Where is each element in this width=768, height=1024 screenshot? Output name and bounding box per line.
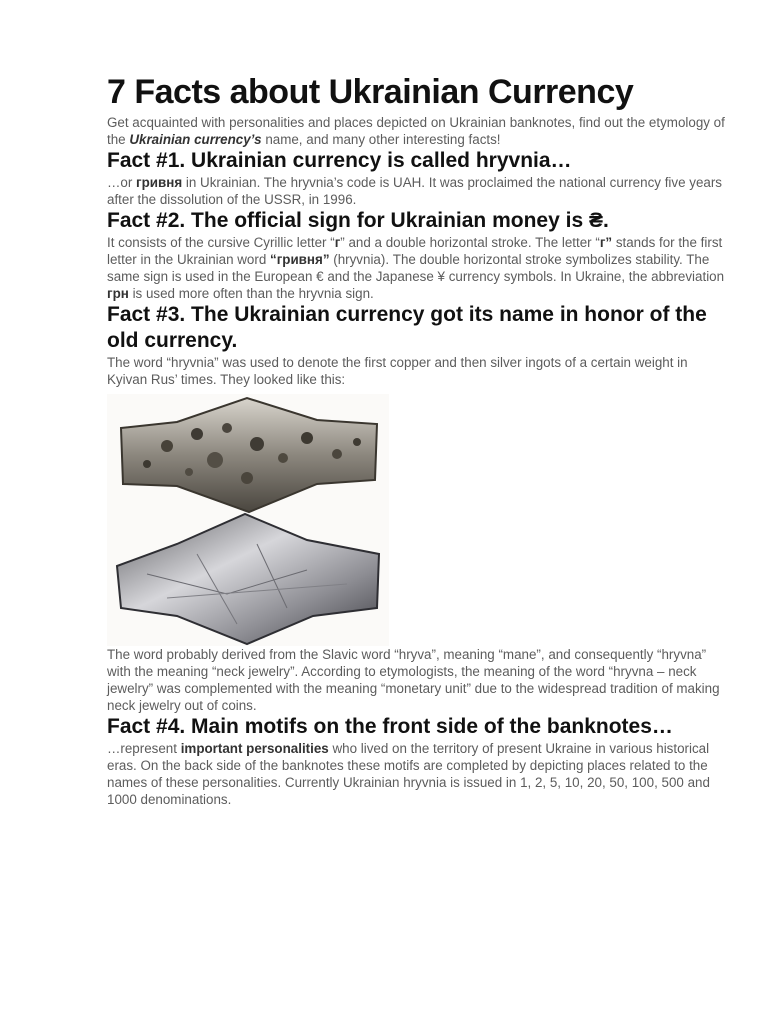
- fact-4-text-2: who lived on the territory of present Ukraine in various historical eras. On the back side of the banknotes these motifs are completed by depicting places related to the names of these personalities. Currently Ukrainian hryvnia is issued in 1, 2, 5, 10, 20, 50, 100, 500 and 1000 denominations.: [107, 741, 710, 807]
- fact-4-paragraph: [107, 740, 727, 808]
- fact-4-bold-phrase: important personalities: [180, 741, 329, 756]
- fact-2-text-5: is used more often than the hryvnia sign.: [128, 286, 374, 301]
- intro-paragraph: [107, 114, 727, 148]
- fact-2-text-4: (hryvnia). The double horizontal stroke symbolizes stability. The same sign is used in the European € and the Japanese ¥ currency symbols. In Ukraine, the abbreviation: [107, 252, 725, 284]
- intro-emphasis: Ukrainian currency’s: [129, 132, 262, 147]
- fact-1-paragraph: [107, 174, 727, 208]
- fact-2-bold-2: г”: [599, 235, 613, 250]
- fact-1-bold-word: гривня: [136, 175, 183, 190]
- article: [107, 70, 727, 808]
- fact-2-heading: Fact #2. The official sign for Ukrainian money is ₴.: [107, 209, 609, 232]
- fact-1-text-2: in Ukrainian. The hryvnia’s code is UAH. It was proclaimed the national currency five years after the dissolution of the USSR, in 1996.: [107, 175, 722, 207]
- fact-3-paragraph-1: The word “hryvnia” was used to denote the first copper and then silver ingots of a certain weight in Kyivan Rus’ times. They looked like this:: [107, 355, 688, 387]
- fact-1-text-1: …or: [107, 175, 137, 190]
- intro-text-1: Get acquainted with personalities and places depicted on Ukrainian banknotes, find out the etymology of the: [107, 115, 725, 147]
- fact-4-heading: Fact #4. Main motifs on the front side of the banknotes…: [107, 715, 673, 738]
- fact-2-text-1: It consists of the cursive Cyrillic letter “: [107, 235, 335, 250]
- fact-2-text-3: stands for the first letter in the Ukrainian word: [107, 235, 723, 267]
- fact-3-paragraph-2: The word probably derived from the Slavic word “hryva”, meaning “mane”, and consequently “hryvna” with the meaning “neck jewelry”. According to etymologists, the meaning of the word “hryvna – neck jewelry” was complemented with the meaning “monetary unit” due to the widespread tradition of making neck jewelry out of coins.: [107, 647, 720, 713]
- fact-3-heading: Fact #3. The Ukrainian currency got its name in honor of the old currency.: [107, 303, 707, 352]
- fact-2-text-2: ” and a double horizontal stroke. The letter “: [340, 235, 600, 250]
- fact-2-bold-4: грн: [107, 286, 129, 301]
- fact-4-text-1: …represent: [107, 741, 181, 756]
- fact-2-bold-1: г: [334, 235, 341, 250]
- fact-1-heading: Fact #1. Ukrainian currency is called hryvnia…: [107, 149, 572, 172]
- hryvnia-ingots-image: [107, 394, 389, 646]
- page-title: 7 Facts about Ukrainian Currency: [107, 73, 634, 111]
- ingot-illustration: [107, 394, 389, 646]
- intro-text-2: name, and many other interesting facts!: [261, 132, 501, 147]
- fact-2-bold-3: “гривня”: [270, 252, 330, 267]
- fact-2-paragraph: [107, 234, 727, 302]
